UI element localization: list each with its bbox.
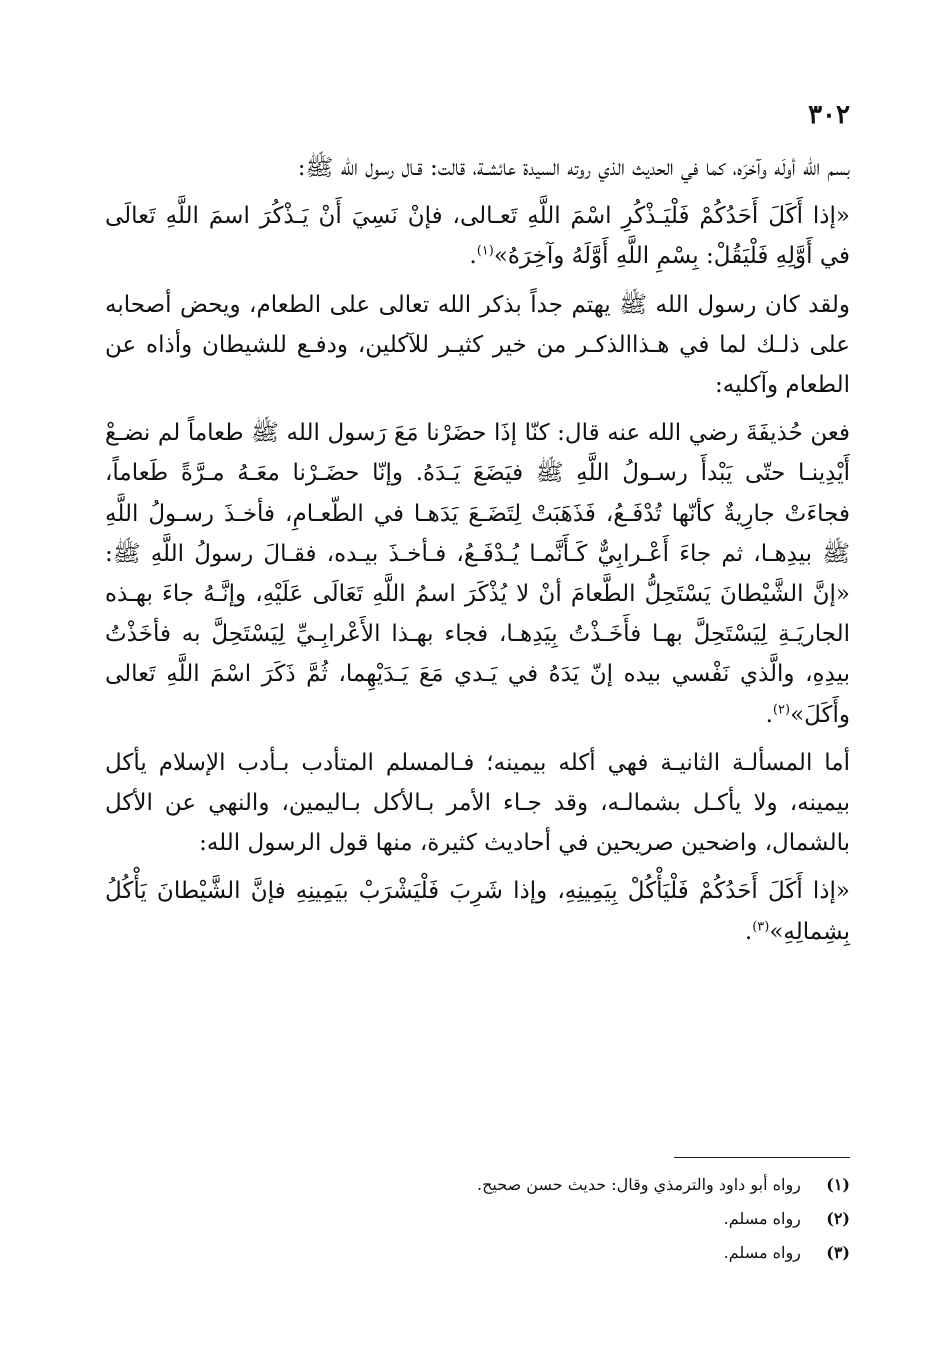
footnote-3-number: (٣) [826, 1243, 850, 1262]
footnote-ref-2[interactable]: (٢) [772, 701, 791, 717]
footnotes [105, 1168, 850, 1270]
footnote-2 [105, 1202, 850, 1236]
paragraph-4 [105, 743, 850, 864]
footnote-1-number: (١) [826, 1175, 850, 1194]
hadith-quote-1-text: «إذا أَكَلَ أَحَدُكُمْ فَلْيَـذْكُرِ اسْمَ اللَّهِ تَعـالى، فإنْ نَسِيَ أَنْ يَـذْكُرَ اسمَ اللَّهِ تَعالَى في أَوَّلِهِ فَلْيَقُلْ: بِسْمِ اللَّهِ أَوَّلَهُ وآخِرَهُ» [105, 203, 850, 270]
page-number: ٣٠٢ [808, 100, 850, 130]
footnote-1-text: رواه أبو داود والترمذي وقال: حديث حسن صحيح. [477, 1175, 801, 1194]
paragraph-3-text: فعن حُذيفَةَ رضي الله عنه قال: كنّا إذَا حضَرْنا مَعَ رَسول الله ﷺ طعاماً لم نضـعْ أَيْدِينـا حتّى يَبْدأَ رسـولُ اللَّهِ ﷺ فيَضَعَ يَـدَهُ. وإنّا حضَـرْنا معَـهُ مـرَّةً طَعاماً، فجاءَتْ جارِيةٌ كأنّها تُدْفَـعُ، فَذَهَبَتْ لِتَضَـعَ يَدَهـا في الطّعـامِ، فأخـذَ رسـولُ اللَّهِ ﷺ بيدِهـا، ثم جاءَ أَعْـرابِيٌّ كَـأَنَّمـا يُـدْفَـعُ، فـأخـذَ بيـده، فقـالَ رسولُ اللَّهِ ﷺ: «إنَّ الشَّيْطانَ يَسْتَحِلُّ الطَّعامَ أنْ لا يُذْكَرَ اسمُ اللَّهِ تَعَالَى عَلَيْهِ، وإنَّـهُ جاءَ بهـذه الجاريَـةِ لِيَسْتَحِلَّ بهـا فأَخَـذْتُ بِيَدِهـا، فجاء بهـذا الأَعْرابِـيِّ لِيَسْتَحِلَّ به فأخَذْتُ بيدِهِ، والَّذي نَفْسي بيده إنّ يَدَهُ في يَـدي مَعَ يَـدَيْهِما، ثُمَّ ذَكَرَ اسْمَ اللَّهِ تَعالى وأَكَلَ» [105, 420, 850, 728]
paragraph-4-text: أما المسألـة الثانيـة فهي أكله بيمينه؛ فـالمسلم المتأدب بـأدب الإسلام يأكل بيمينه، ولا يأكـل بشمالـه، وقد جـاء الأمر بـالأكل بـاليمين، والنهي عن الأكل بالشمال، واضحين صريحين في أحاديث كثيرة، منها قول الرسول الله: [105, 749, 850, 857]
hadith-quote-2: «إذا أَكَلَ أَحَدُكُمْ فَلْيَأْكُلْ بِيَمِينِهِ، وإذا شَرِبَ فَلْيَشْرَبْ بيَمِينِهِ فإنَّ الشَّيْطانَ يَأْكُلُ بِشِمالِهِ»$^{(٣)}$. [105, 878, 850, 945]
footnote-3 [105, 1236, 850, 1270]
paragraph-2 [105, 285, 850, 406]
footnote-1 [105, 1168, 850, 1202]
paragraph-1-text: بسم الله أولَه وآخرَه، كما في الحديث الذي روته السيدة عائشـة، قالت: قـال رسول الله ﷺ: [297, 155, 850, 181]
main-text [105, 148, 850, 960]
footnote-ref-3[interactable]: (٣) [752, 919, 770, 934]
paragraph-2-text: ولقد كان رسول الله ﷺ يهتم جداً بذكر الله تعالى على الطعام، ويحض أصحابه على ذلـك لما في هـذاالذكـر من خير كثيـر للآكلين، ودفـع للشيطان وأذاه عن الطعام وآكليه: [105, 291, 850, 399]
footnote-3-text: رواه مسلم. [723, 1243, 801, 1262]
footnote-divider [674, 1157, 850, 1158]
footnote-ref-1[interactable]: (١) [476, 243, 494, 259]
footnote-2-text: رواه مسلم. [723, 1209, 801, 1228]
hadith-quote-1: «إذا أَكَلَ أَحَدُكُمْ فَلْيَـذْكُرِ اسْمَ اللَّهِ تَعـالى، فإنْ نَسِيَ أَنْ يَـذْكُرَ اسمَ اللَّهِ تَعالَى في أَوَّلِهِ فَلْيَقُلْ: بِسْمِ اللَّهِ أَوَّلَهُ وآخِرَهُ»$^{(١)}$. [105, 203, 850, 270]
paragraph-3: فعن حُذيفَةَ رضي الله عنه قال: كنّا إذَا حضَرْنا مَعَ رَسول الله ﷺ طعاماً لم نضـعْ أَيْدِينـا حتّى يَبْدأَ رسـولُ اللَّهِ ﷺ فيَضَعَ يَـدَهُ. وإنّا حضَـرْنا معَـهُ مـرَّةً طَعاماً، فجاءَتْ جارِيةٌ كأنّها تُدْفَـعُ، فَذَهَبَتْ لِتَضَـعَ يَدَهـا في الطّعـامِ، فأخـذَ رسـولُ اللَّهِ ﷺ بيدِهـا، ثم جاءَ أَعْـرابِيٌّ كَـأَنَّمـا يُـدْفَـعُ، فـأخـذَ بيـده، فقـالَ رسولُ اللَّهِ ﷺ: «إنَّ الشَّيْطانَ يَسْتَحِلُّ الطَّعامَ أنْ لا يُذْكَرَ اسمُ اللَّهِ تَعَالَى عَلَيْهِ، وإنَّـهُ جاءَ بهـذه الجاريَـةِ لِيَسْتَحِلَّ بهـا فأَخَـذْتُ بِيَدِهـا، فجاء بهـذا الأَعْرابِـيِّ لِيَسْتَحِلَّ به فأخَذْتُ بيدِهِ، والَّذي نَفْسي بيده إنّ يَدَهُ في يَـدي مَعَ يَـدَيْهِما، ثُمَّ ذَكَرَ اسْمَ اللَّهِ تَعالى وأَكَلَ»$^{(٢)}$. [105, 420, 850, 728]
hadith-quote-2-text: «إذا أَكَلَ أَحَدُكُمْ فَلْيَأْكُلْ بِيَمِينِهِ، وإذا شَرِبَ فَلْيَشْرَبْ بيَمِينِهِ فإنَّ الشَّيْطانَ يَأْكُلُ بِشِمالِهِ» [105, 878, 850, 945]
paragraph-1 [105, 148, 850, 188]
footnote-2-number: (٢) [826, 1209, 850, 1228]
